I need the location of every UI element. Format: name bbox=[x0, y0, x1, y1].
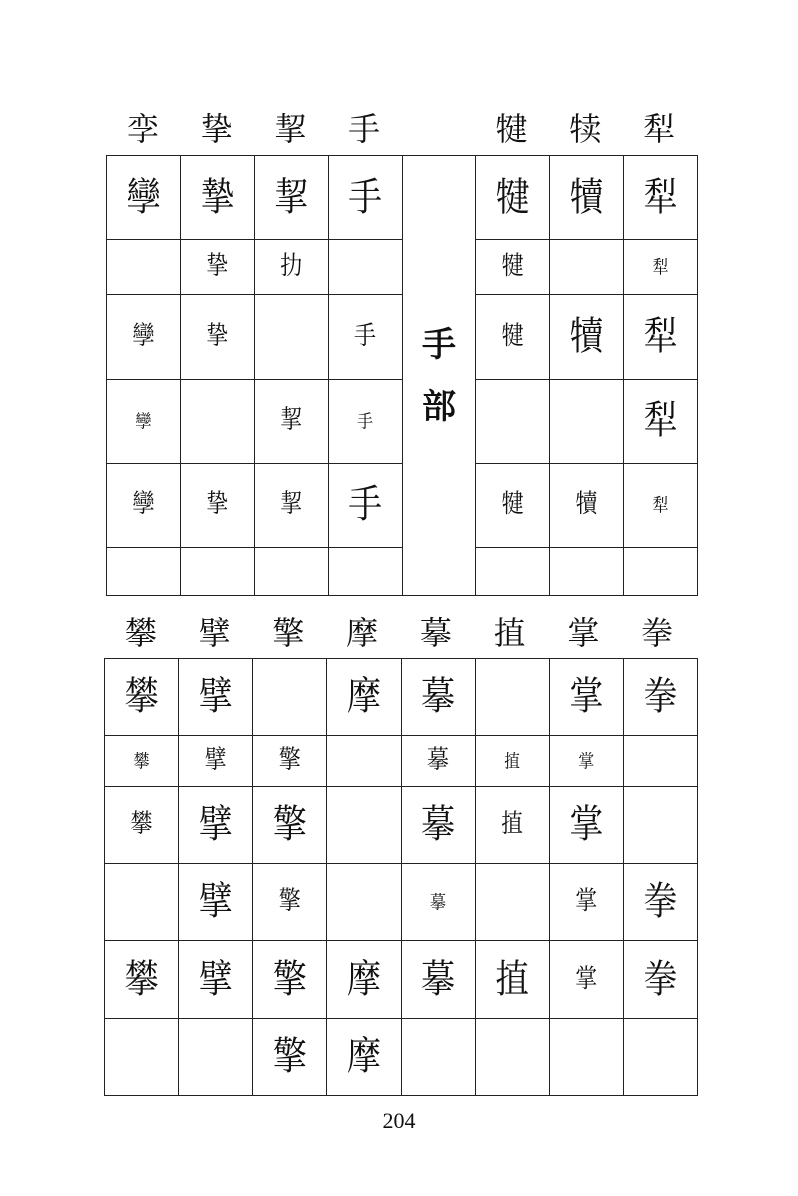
table-row bbox=[105, 786, 698, 863]
glyph-cell: 犁 bbox=[624, 240, 698, 295]
glyph-cell bbox=[253, 659, 327, 736]
header-char: 攀 bbox=[124, 614, 157, 652]
glyph-cell: 孿 bbox=[107, 156, 181, 240]
glyph-cell bbox=[549, 1018, 623, 1095]
glyph-cell: 㨁 bbox=[475, 941, 549, 1018]
glyph-cell: 摹 bbox=[401, 941, 475, 1018]
glyph-cell: 掌 bbox=[549, 864, 623, 941]
glyph-cell: 手 bbox=[328, 379, 402, 463]
glyph-cell bbox=[550, 379, 624, 463]
glyph-cell bbox=[623, 736, 697, 787]
glyph-cell bbox=[328, 547, 402, 595]
glyph-cell: 摯 bbox=[180, 156, 254, 240]
glyph-cell: 掌 bbox=[549, 659, 623, 736]
glyph-cell bbox=[107, 547, 181, 595]
header-char: 犁 bbox=[643, 110, 676, 148]
header-char: 挈 bbox=[274, 110, 307, 148]
glyph-cell bbox=[475, 1018, 549, 1095]
glyph-cell bbox=[327, 786, 401, 863]
glyph-cell: 孿 bbox=[107, 295, 181, 379]
glyph-cell: 孿 bbox=[107, 463, 181, 547]
glyph-cell: 挈 bbox=[254, 379, 328, 463]
header-char: 擎 bbox=[272, 614, 305, 652]
glyph-cell: 掌 bbox=[549, 941, 623, 1018]
glyph-cell: 摹 bbox=[401, 864, 475, 941]
glyph-cell: 挈 bbox=[254, 463, 328, 547]
header-char: 摹 bbox=[419, 614, 452, 652]
glyph-cell bbox=[180, 547, 254, 595]
glyph-cell: 摩 bbox=[327, 941, 401, 1018]
glyph-cell: 擎 bbox=[253, 786, 327, 863]
glyph-cell: 犢 bbox=[550, 463, 624, 547]
radical-section-label: 手 部 bbox=[402, 156, 476, 596]
glyph-cell bbox=[623, 1018, 697, 1095]
glyph-cell bbox=[327, 864, 401, 941]
glyph-cell: 攀 bbox=[105, 659, 179, 736]
section1-grid bbox=[106, 155, 698, 596]
table-row bbox=[105, 864, 698, 941]
glyph-cell: 摹 bbox=[401, 736, 475, 787]
glyph-cell: 掌 bbox=[549, 786, 623, 863]
header-char: 掌 bbox=[567, 614, 600, 652]
glyph-cell: 擘 bbox=[179, 786, 253, 863]
glyph-cell: 挚 bbox=[180, 463, 254, 547]
glyph-cell: 手 bbox=[328, 295, 402, 379]
page-number: 204 bbox=[382, 1108, 416, 1133]
glyph-cell: 㨁 bbox=[475, 736, 549, 787]
glyph-cell: 攀 bbox=[105, 786, 179, 863]
glyph-cell: 摩 bbox=[327, 1018, 401, 1095]
glyph-cell: 擘 bbox=[179, 864, 253, 941]
glyph-cell bbox=[107, 240, 181, 295]
glyph-cell: 擘 bbox=[179, 736, 253, 787]
glyph-cell bbox=[105, 864, 179, 941]
section2-grid bbox=[104, 658, 698, 1096]
glyph-cell: 摹 bbox=[401, 786, 475, 863]
glyph-cell: 犁 bbox=[624, 463, 698, 547]
glyph-cell: 擎 bbox=[253, 941, 327, 1018]
glyph-cell bbox=[254, 295, 328, 379]
glyph-cell: 挚 bbox=[180, 240, 254, 295]
glyph-cell: 擘 bbox=[179, 941, 253, 1018]
header-char: 犊 bbox=[569, 110, 602, 148]
glyph-cell: 犢 bbox=[550, 156, 624, 240]
header-char: 㨁 bbox=[493, 614, 526, 652]
glyph-cell bbox=[180, 379, 254, 463]
header-char: 犍 bbox=[495, 110, 528, 148]
glyph-cell bbox=[475, 659, 549, 736]
table-row bbox=[105, 736, 698, 787]
glyph-cell bbox=[254, 547, 328, 595]
glyph-cell bbox=[550, 547, 624, 595]
glyph-cell: 犍 bbox=[476, 240, 550, 295]
glyph-cell bbox=[475, 864, 549, 941]
glyph-cell bbox=[179, 1018, 253, 1095]
header-char: 挚 bbox=[200, 110, 233, 148]
glyph-cell: 犁 bbox=[624, 295, 698, 379]
glyph-cell: 攀 bbox=[105, 736, 179, 787]
glyph-cell: 擎 bbox=[253, 1018, 327, 1095]
glyph-cell: 擎 bbox=[253, 736, 327, 787]
glyph-cell bbox=[105, 1018, 179, 1095]
glyph-cell: 犍 bbox=[476, 463, 550, 547]
glyph-cell bbox=[328, 240, 402, 295]
table-row bbox=[105, 659, 698, 736]
glyph-cell bbox=[401, 1018, 475, 1095]
glyph-cell bbox=[476, 379, 550, 463]
glyph-cell: 挈 bbox=[254, 156, 328, 240]
header-char: 孪 bbox=[126, 110, 159, 148]
glyph-cell bbox=[327, 736, 401, 787]
header-char-spacer bbox=[401, 106, 475, 152]
glyph-cell bbox=[476, 547, 550, 595]
glyph-cell: 拳 bbox=[623, 659, 697, 736]
table-row bbox=[107, 156, 698, 240]
header-char: 摩 bbox=[346, 614, 379, 652]
header-char: 拳 bbox=[641, 614, 674, 652]
glyph-cell bbox=[624, 547, 698, 595]
glyph-cell: 攀 bbox=[105, 941, 179, 1018]
section1-header-row bbox=[106, 106, 696, 152]
glyph-cell: 犍 bbox=[476, 295, 550, 379]
glyph-cell: 手 bbox=[328, 156, 402, 240]
glyph-cell: 孿 bbox=[107, 379, 181, 463]
glyph-cell: 摹 bbox=[401, 659, 475, 736]
glyph-cell: 拳 bbox=[623, 864, 697, 941]
table-row bbox=[105, 1018, 698, 1095]
glyph-cell: 犢 bbox=[550, 295, 624, 379]
glyph-cell: 掌 bbox=[549, 736, 623, 787]
glyph-cell bbox=[550, 240, 624, 295]
glyph-cell: 手 bbox=[328, 463, 402, 547]
glyph-cell: 扐 bbox=[254, 240, 328, 295]
glyph-cell: 犁 bbox=[624, 156, 698, 240]
glyph-cell: 犍 bbox=[476, 156, 550, 240]
glyph-cell: 拳 bbox=[623, 941, 697, 1018]
header-char: 手 bbox=[348, 110, 381, 148]
glyph-cell: 擎 bbox=[253, 864, 327, 941]
section2-header-row bbox=[104, 610, 694, 656]
glyph-cell: 擘 bbox=[179, 659, 253, 736]
glyph-cell: 犁 bbox=[624, 379, 698, 463]
glyph-cell: 㨁 bbox=[475, 786, 549, 863]
glyph-cell bbox=[623, 786, 697, 863]
header-char: 擘 bbox=[198, 614, 231, 652]
glyph-cell: 摩 bbox=[327, 659, 401, 736]
table-row bbox=[105, 941, 698, 1018]
glyph-cell: 挚 bbox=[180, 295, 254, 379]
